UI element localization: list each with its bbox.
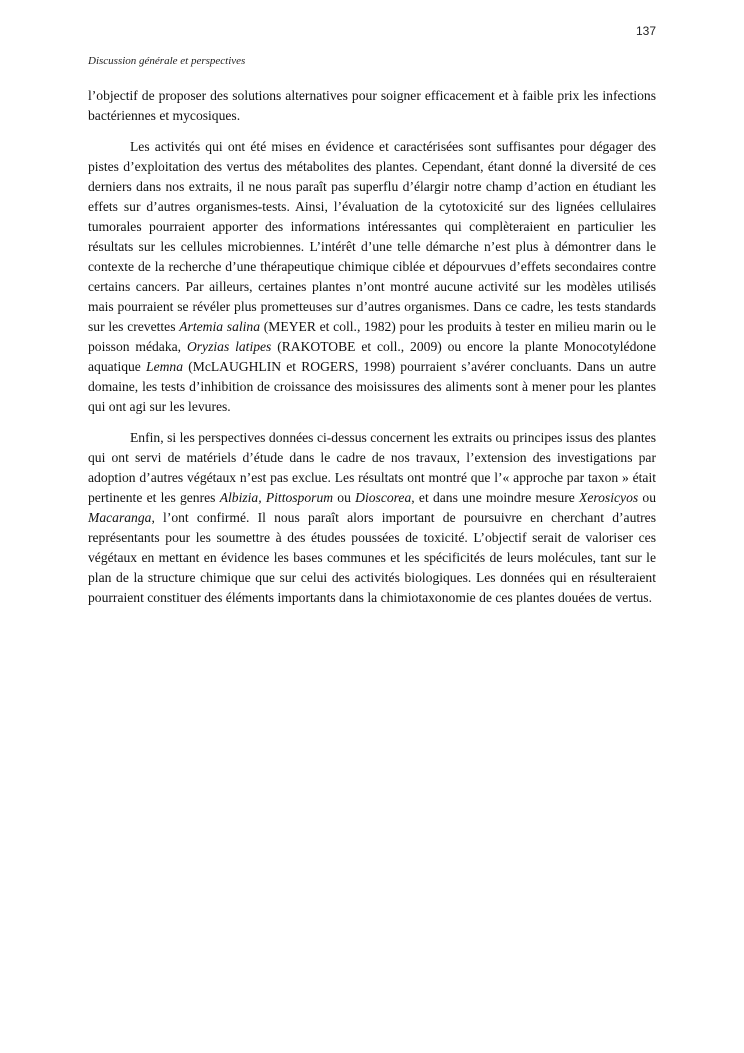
- running-header: Discussion générale et perspectives: [88, 55, 246, 67]
- genus-name: Dioscorea: [355, 490, 412, 505]
- text-run: (MEYER et coll., 1982) pour les produits à tester en milieu marin ou le poisson médaka,: [88, 319, 656, 354]
- text-run: , l’ont confirmé. Il nous paraît alors important de poursuivre en cherchant d’autres représentants pour les soumettre à des études poussées de toxicité. L’objectif serait de valoriser ces végétaux en mettant en évidence les bases communes et les spécificités de leurs molécules, tant sur le plan de la structure chimique que sur celui des activités biologiques. Les données qui en résulteraient pourraient constituer des éléments importants dans la chimiotaxonomie de ces plantes douées de vertus.: [88, 510, 656, 605]
- species-name: Artemia salina: [179, 319, 261, 334]
- text-run: (McLAUGHLIN et ROGERS, 1998) pourraient s’avérer concluants. Dans un autre domaine, les tests d’inhibition de croissance des moisissures des aliments sont à mener pour les plantes qui ont agi sur les levures.: [88, 359, 656, 414]
- text-run: Enfin, si les perspectives données ci-dessus concernent les extraits ou principes issus des plantes qui ont servi de matériels d’étude dans le cadre de nos travaux, l’extension des investigations par adoption d’autres végétaux n’est pas exclue. Les résultats ont montré que l’« approche par taxon » était pertinente et les genres: [88, 430, 656, 505]
- genus-name: Macaranga: [88, 510, 152, 525]
- body-text: [88, 86, 656, 619]
- text-run: Les activités qui ont été mises en évidence et caractérisées sont suffisantes pour dégager des pistes d’exploitation des vertus des métabolites des plantes. Cependant, étant donné la diversité de ces derniers dans nos extraits, il ne nous paraît pas superflu d’élargir notre champ d’action en étudiant les effets sur d’autres organismes-tests. Ainsi, l’évaluation de la cytotoxicité sur des lignées cellulaires tumorales pourraient apporter des informations intéressantes qui complèteraient en particulier les résultats sur les cellules microbiennes. L’intérêt d’une telle démarche n’est plus à démontrer dans le contexte de la recherche d’une thérapeutique chimique ciblée et dépourvues d’effets secondaires contre certains cancers. Par ailleurs, certaines plantes n’ont montré aucune activité sur les modèles utilisés mais pourraient se révéler plus prometteuses sur d’autres organismes. Dans ce cadre, les tests standards sur les crevettes: [88, 139, 656, 334]
- text-run: ou: [333, 490, 356, 505]
- paragraph-3: [88, 428, 656, 608]
- species-name: Oryzias latipes: [186, 339, 272, 354]
- genus-name: Xerosicyos: [579, 490, 639, 505]
- text-run: , et dans une moindre mesure: [411, 490, 580, 505]
- paragraph-1: l’objectif de proposer des solutions alternatives pour soigner efficacement et à faible prix les infections bactériennes et mycosiques.: [88, 88, 656, 123]
- genus-name: Lemna: [146, 359, 184, 374]
- text-run: ou: [638, 490, 656, 505]
- paragraph-2: [88, 137, 656, 417]
- page-number: 137: [635, 24, 656, 38]
- text-run: (RAKOTOBE et coll., 2009) ou encore la plante Monocotylédone aquatique: [88, 339, 656, 374]
- genus-name: Albizia, Pittosporum: [219, 490, 334, 505]
